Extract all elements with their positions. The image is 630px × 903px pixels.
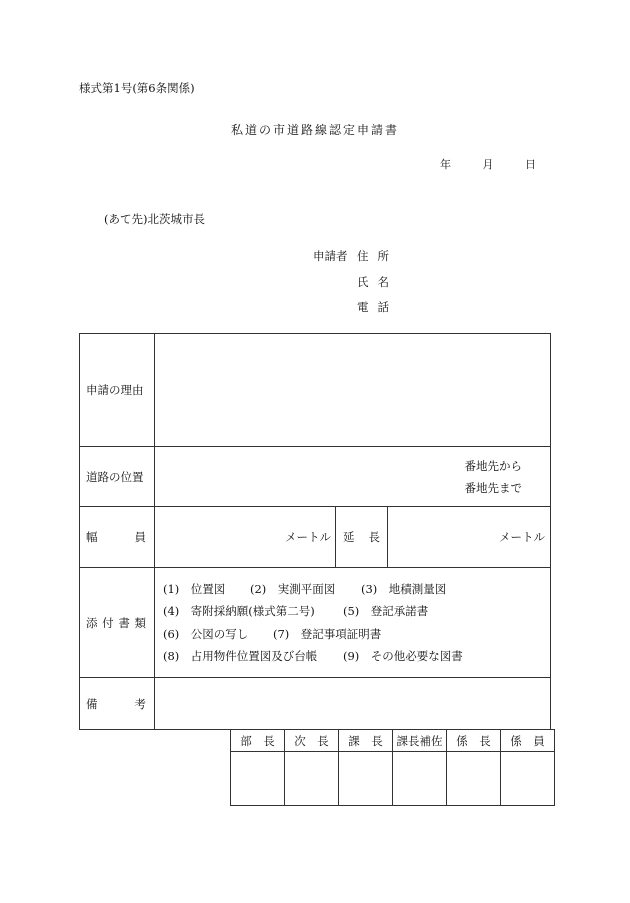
attachment-item: (5) 登記承諾書 (343, 604, 429, 618)
attachment-item: (3) 地積測量図 (361, 581, 447, 596)
attachment-line (163, 623, 550, 646)
location-row (80, 447, 551, 507)
approval-title-staff: 係 員 (501, 730, 555, 752)
stamp-cell-section-chief[interactable] (339, 752, 393, 806)
length-label-char-2: 長 (368, 530, 380, 544)
attachment-line (163, 578, 550, 601)
stamp-cell-staff[interactable] (501, 752, 555, 806)
length-field[interactable] (388, 507, 551, 568)
attachments-label-char-3: 書 (118, 615, 130, 630)
application-table (79, 333, 551, 730)
location-from-text: 番地先から (464, 458, 522, 473)
remarks-label-char-1: 備 (86, 696, 98, 711)
reason-row (80, 334, 551, 447)
attachments-list (155, 568, 551, 678)
form-number-label: 様式第1号(第6条関係) (79, 81, 195, 95)
length-unit: メートル (499, 530, 545, 544)
date-year-label: 年 (440, 158, 451, 171)
location-field[interactable] (155, 447, 551, 507)
attachment-item: (7) 登記事項証明書 (273, 626, 382, 641)
attachment-item: (2) 実測平面図 (250, 581, 336, 596)
attachment-item: (1) 位置図 (163, 581, 226, 596)
location-to-text: 番地先まで (464, 480, 522, 495)
date-day-label: 日 (525, 158, 536, 171)
width-label (80, 507, 155, 568)
attachments-label-char-4: 類 (134, 615, 146, 630)
attachment-item: (6) 公図の写し (163, 626, 249, 641)
attachment-item: (9) その他必要な図書 (343, 649, 463, 663)
stamp-cell-director[interactable] (231, 752, 285, 806)
attachments-row (80, 568, 551, 678)
width-label-char-2: 員 (134, 530, 146, 544)
document-title: 私道の市道路線認定申請書 (230, 123, 399, 137)
date-month-label: 月 (482, 158, 494, 171)
attachments-label-char-2: 付 (102, 615, 114, 630)
length-label-char-1: 延 (343, 530, 355, 544)
approval-title-section-chief: 課 長 (339, 730, 393, 752)
approval-title-deputy-director: 次 長 (285, 730, 339, 752)
approval-title-unit-chief: 係 長 (447, 730, 501, 752)
reason-label: 申請の理由 (80, 334, 155, 447)
attachment-line (163, 645, 550, 668)
attachment-line (163, 600, 550, 623)
approval-stamp-row (231, 752, 555, 806)
applicant-address-label: 住所 (357, 249, 398, 263)
reason-field[interactable] (155, 334, 551, 447)
approval-header-row (231, 730, 555, 752)
remarks-row (80, 678, 551, 730)
applicant-phone-label: 電話 (357, 300, 398, 314)
attachment-item: (4) 寄附採納願(様式第二号) (163, 604, 315, 618)
width-length-row (80, 507, 551, 568)
approval-title-director: 部 長 (231, 730, 285, 752)
stamp-cell-assistant-chief[interactable] (393, 752, 447, 806)
applicant-name-label: 氏名 (357, 275, 398, 289)
stamp-cell-deputy-director[interactable] (285, 752, 339, 806)
attachments-label-char-1: 添 (86, 615, 98, 630)
remarks-field[interactable] (155, 678, 551, 730)
applicant-label: 申請者 (313, 249, 348, 263)
approval-title-assistant-chief: 課長補佐 (393, 730, 447, 752)
approval-stamp-table (230, 729, 555, 806)
remarks-label-char-2: 考 (134, 696, 146, 711)
location-label: 道路の位置 (80, 447, 155, 507)
addressee: (あて先)北茨城市長 (104, 212, 205, 226)
width-label-char-1: 幅 (86, 530, 98, 544)
date-line (440, 156, 536, 172)
stamp-cell-unit-chief[interactable] (447, 752, 501, 806)
length-label (336, 507, 388, 568)
attachments-label (80, 568, 155, 678)
attachment-item: (8) 占用物件位置図及び台帳 (163, 649, 318, 663)
remarks-label (80, 678, 155, 730)
width-field[interactable] (155, 507, 336, 568)
width-unit: メートル (285, 530, 331, 544)
